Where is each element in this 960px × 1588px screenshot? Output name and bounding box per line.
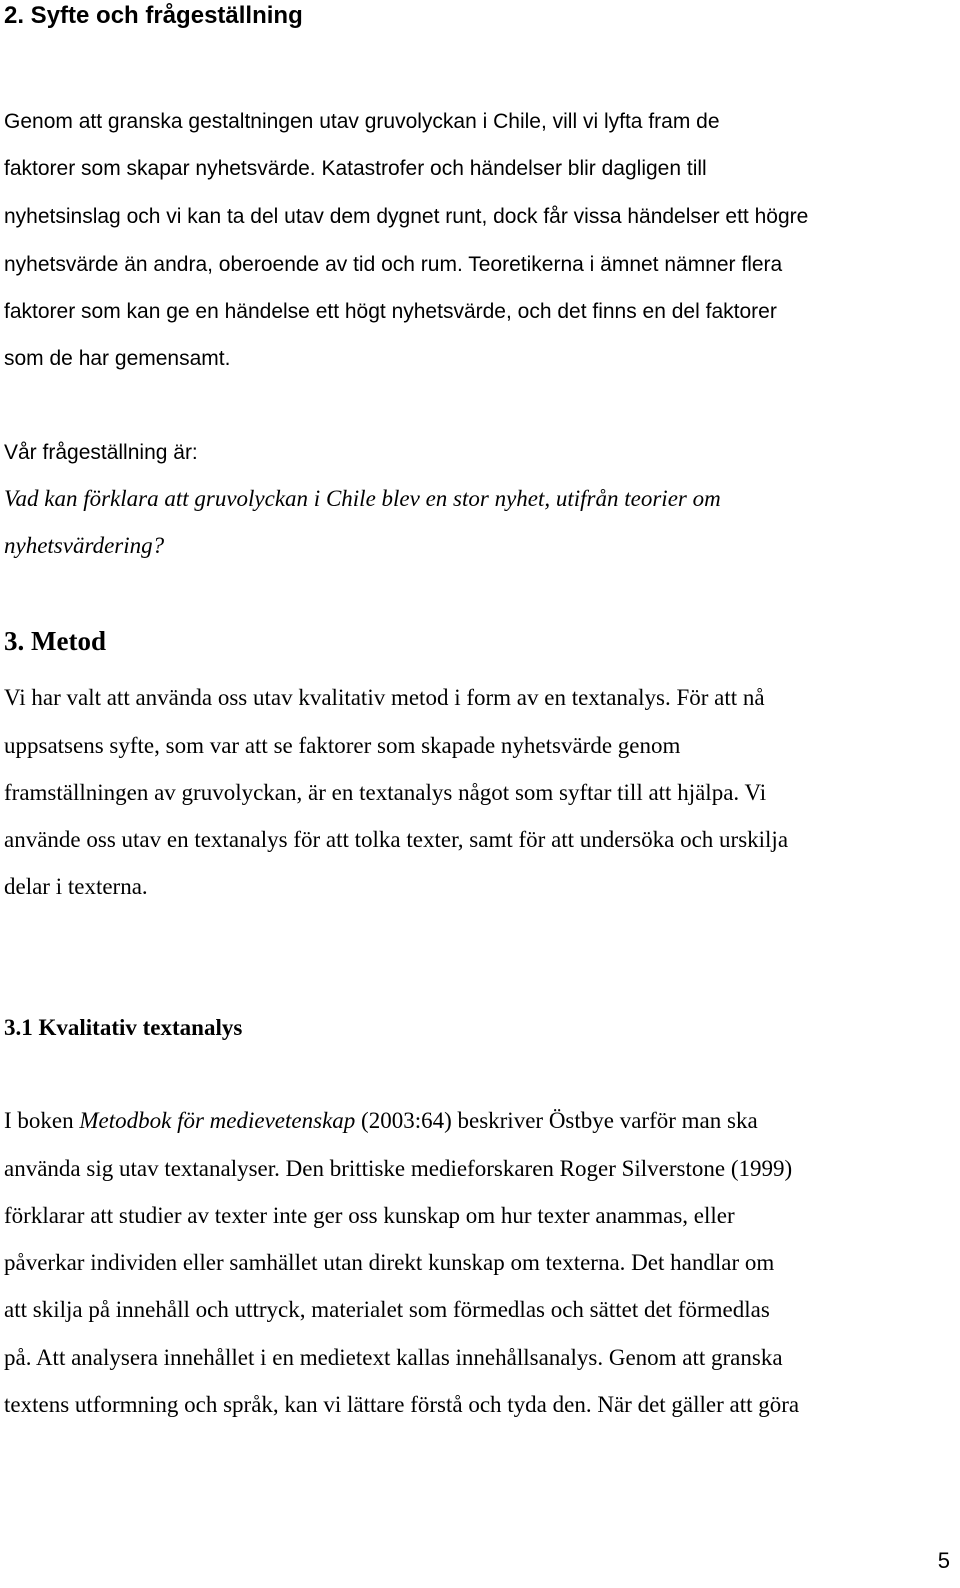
paragraph-line: faktorer som skapar nyhetsvärde. Katastrofer och händelser blir dagligen till: [4, 157, 707, 180]
section-heading-kvalitativ-textanalys: 3.1 Kvalitativ textanalys: [4, 1015, 243, 1040]
paragraph-line: delar i texterna.: [4, 874, 148, 899]
paragraph-line: använde oss utav en textanalys för att tolka texter, samt för att undersöka och urskilja: [4, 827, 789, 852]
paragraph-line: nyhetsinslag och vi kan ta del utav dem dygnet runt, dock får vissa händelser ett högre: [4, 205, 809, 228]
paragraph-line: använda sig utav textanalyser. Den brittiske medieforskaren Roger Silverstone (1999): [4, 1156, 793, 1181]
paragraph-line: uppsatsens syfte, som var att se faktorer som skapade nyhetsvärde genom: [4, 733, 681, 758]
paragraph-line: på. Att analysera innehållet i en medietext kallas innehållsanalys. Genom att granska: [4, 1345, 783, 1370]
paragraph-line: Genom att granska gestaltningen utav gruvolyckan i Chile, vill vi lyfta fram de: [4, 110, 720, 133]
paragraph-line: faktorer som kan ge en händelse ett högt nyhetsvärde, och det finns en del faktorer: [4, 300, 777, 323]
research-question-line: nyhetsvärdering?: [4, 533, 165, 558]
paragraph-line: att skilja på innehåll och uttryck, materialet som förmedlas och sättet det förmedlas: [4, 1297, 770, 1322]
paragraph-line: förklarar att studier av texter inte ger oss kunskap om hur texter anammas, eller: [4, 1203, 735, 1228]
page-number: 5: [937, 1548, 950, 1573]
question-intro: Vår frågeställning är:: [4, 441, 198, 464]
paragraph-line: Vi har valt att använda oss utav kvalitativ metod i form av en textanalys. För att nå: [4, 685, 765, 710]
research-question-line: Vad kan förklara att gruvolyckan i Chile blev en stor nyhet, utifrån teorier om: [4, 486, 721, 511]
text-suffix: (2003:64) beskriver Östbye varför man ska: [355, 1108, 758, 1133]
paragraph-line: påverkar individen eller samhället utan direkt kunskap om texterna. Det handlar om: [4, 1250, 775, 1275]
paragraph-line: [4, 1108, 758, 1134]
section-heading-syfte: 2. Syfte och frågeställning: [4, 2, 303, 29]
paragraph-line: nyhetsvärde än andra, oberoende av tid och rum. Teoretikerna i ämnet nämner flera: [4, 253, 783, 276]
text-prefix: I boken: [4, 1108, 80, 1133]
paragraph-line: textens utformning och språk, kan vi lättare förstå och tyda den. När det gäller att göra: [4, 1392, 800, 1417]
paragraph-line: som de har gemensamt.: [4, 347, 231, 370]
section-heading-metod: 3. Metod: [4, 626, 106, 656]
paragraph-line: framställningen av gruvolyckan, är en textanalys något som syftar till att hjälpa. Vi: [4, 780, 767, 805]
book-title: Metodbok för medievetenskap: [79, 1108, 356, 1133]
